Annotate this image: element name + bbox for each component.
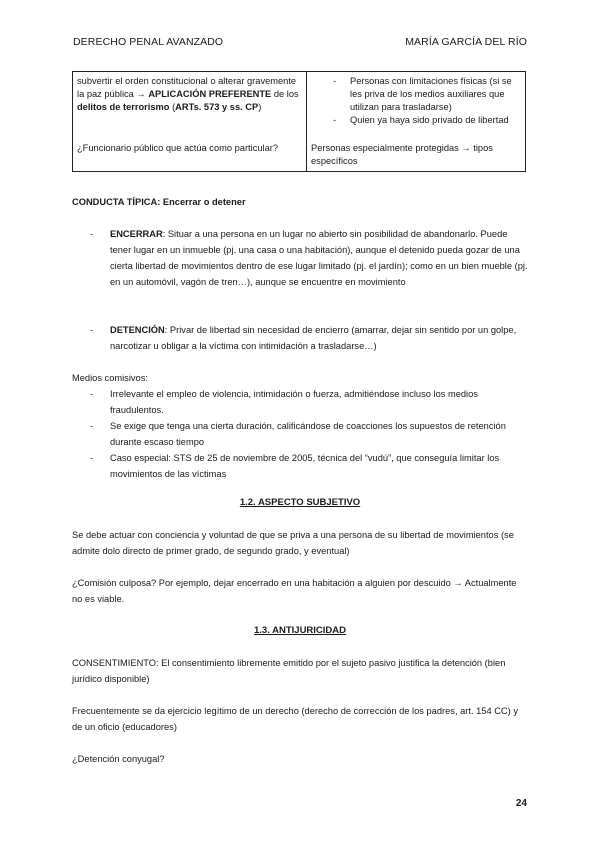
list-item: - Se exige que tenga una cierta duración, calificándose de coacciones los supuestos de retención durante escaso tiempo: [72, 418, 528, 450]
page-number: 24: [515, 798, 527, 809]
cell-text: subvertir el orden constitucional o alterar gravemente la paz pública →: [77, 76, 297, 99]
definition-text: : Privar de libertad sin necesidad de encierro (amarrar, dejar sin sentido por un golpe, narcotizar u obligar a la víctima con intimidación a trasladarse…): [110, 325, 517, 351]
subjetivo-heading-wrap: [72, 495, 528, 511]
list-item: - Quien ya haya sido privado de libertad: [311, 114, 521, 127]
paragraph: ¿Comisión culposa? Por ejemplo, dejar encerrado en una habitación a alguien por descuido → Actualmente no es viable.: [72, 578, 517, 604]
paragraph: CONSENTIMIENTO: El consentimiento libremente emitido por el sujeto pasivo justifica la detención (bien jurídico disponible): [72, 658, 506, 684]
medios-title: Medios comisivos:: [72, 373, 148, 383]
list-item-detencion: [72, 322, 528, 354]
antijuridicidad-p2-wrap: [72, 703, 528, 735]
definition-text: : Situar a una persona en un lugar no abierto sin posibilidad de abandonarlo. Puede tener lugar en un inmueble (pj. una casa o una habitación), aunque el detenido pueda gozar de una cierta libertad de movimientos dentro de ese lugar limitado (pj. el jardín); como en un bien mueble (pj. en un automóvil, vagón de tren…), aunque se encuentre en movimiento: [110, 229, 528, 287]
medios-list: [72, 386, 528, 482]
antijuridicidad-heading-wrap: [72, 623, 528, 639]
table-cell: [73, 72, 307, 140]
list-item-encerrar: [72, 226, 528, 290]
cell-list: [311, 75, 521, 127]
header-author: MARÍA GARCÍA DEL RÍO: [405, 36, 527, 48]
detencion-list: [72, 322, 528, 354]
table-cell: [307, 72, 526, 140]
table-row: [73, 72, 526, 140]
cell-bold-text: APLICACIÓN PREFERENTE: [148, 89, 272, 99]
conducta-list: [72, 226, 528, 290]
paragraph: Frecuentemente se da ejercicio legítimo de un derecho (derecho de corrección de los padres, art. 154 CC) y de un oficio (educadores): [72, 706, 518, 732]
cell-bold-text: ARTs. 573 y ss. CP: [175, 102, 259, 112]
medios-section: [72, 370, 528, 482]
cell-text: (: [169, 102, 176, 112]
cell-text: de los: [271, 89, 299, 99]
comparison-table: [72, 71, 526, 172]
paragraph: ¿Detención conyugal?: [72, 754, 165, 764]
list-item: - Irrelevante el empleo de violencia, intimidación o fuerza, admitiéndose incluso los medios fraudulentos.: [72, 386, 528, 418]
table-cell: Personas especialmente protegidas → tipos específicos: [307, 139, 526, 172]
cell-text: ): [258, 102, 262, 112]
table-cell: ¿Funcionario público que actúa como particular?: [73, 139, 307, 172]
cell-bold-text: delitos de terrorismo: [77, 102, 170, 112]
list-item: - Personas con limitaciones físicas (si se les priva de los medios auxiliares que utilizan para trasladarse): [311, 75, 521, 114]
term-encerrar: ENCERRAR: [110, 229, 163, 239]
subjetivo-p1-wrap: [72, 527, 528, 559]
term-detencion: DETENCIÓN: [110, 325, 165, 335]
section-heading-antijuridicidad: 1.3. ANTIJURICIDAD: [253, 625, 347, 636]
paragraph: Se debe actuar con conciencia y voluntad de que se priva a una persona de su libertad de movimientos (se admite dolo directo de primer grado, de segundo grado, y eventual): [72, 530, 514, 556]
conducta-section: [72, 194, 528, 210]
table-row: [73, 139, 526, 172]
conducta-title: CONDUCTA TÍPICA: Encerrar o detener: [72, 197, 246, 207]
antijuridicidad-p1-wrap: [72, 655, 528, 687]
section-heading-subjetivo: 1.2. ASPECTO SUBJETIVO: [239, 497, 361, 508]
antijuridicidad-p3-wrap: [72, 751, 528, 767]
header-course-title: DERECHO PENAL AVANZADO: [73, 36, 224, 48]
list-item: - Caso especial: STS de 25 de noviembre de 2005, técnica del “vudú”, que conseguía limitar los movimientos de las víctimas: [72, 450, 528, 482]
subjetivo-p2-wrap: [72, 575, 528, 607]
